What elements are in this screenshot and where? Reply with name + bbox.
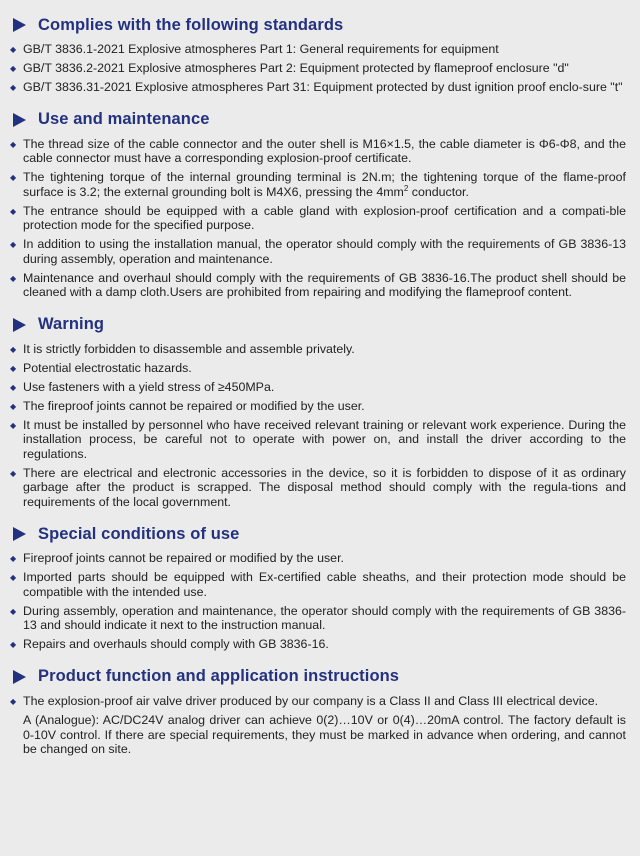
triangle-icon — [13, 18, 26, 32]
section-title: Complies with the following standards — [38, 15, 344, 34]
standards-list — [9, 42, 626, 95]
section-heading — [9, 314, 626, 336]
section-title: Special conditions of use — [38, 524, 240, 543]
section-title: Warning — [38, 315, 105, 333]
diamond-bullet-icon: ◆ — [10, 606, 17, 616]
list-item: ◆ It is strictly forbidden to disassemble and assemble privately. — [10, 341, 355, 356]
analogue-paragraph: A (Analogue): AC/DC24V analog driver can achieve 0(2)…10V or 0(4)…20mA control. The factory default is 0-10V control. If there are special requirements, they must be marked in advance when ordering, and cannot be changed on site. — [23, 713, 626, 756]
list-item: ◆ Use fasteners with a yield stress of ≥450MPa. — [10, 379, 275, 394]
list-item: ◆ Potential electrostatic hazards. — [10, 360, 192, 375]
diamond-bullet-icon: ◆ — [10, 83, 17, 92]
diamond-bullet-icon: ◆ — [10, 401, 17, 411]
list-item: ◆ Fireproof joints cannot be repaired or modified by the user. — [10, 551, 344, 565]
warning-list — [9, 342, 626, 510]
list-item: ◆ The entrance should be equipped with a cable gland with explosion-proof certification and a compati-ble protection mode for the specified purpose. — [10, 203, 626, 232]
list-item: ◆ There are electrical and electronic accessories in the device, so it is forbidden to dispose of it as ordinary garbage after the product is scrapped. The disposal method should comply with the regula-tions and requirements of the local government. — [10, 465, 626, 509]
section-title: Use and maintenance — [38, 110, 210, 128]
list-item: ◆ GB/T 3836.31-2021 Explosive atmospheres Part 31: Equipment protected by dust ignition proof enclo-sure "t" — [10, 80, 623, 94]
list-item: ◆ The explosion-proof air valve driver produced by our company is a Class II and Class III electrical device. — [10, 693, 599, 708]
diamond-bullet-icon: ◆ — [10, 363, 17, 373]
diamond-bullet-icon: ◆ — [10, 173, 17, 182]
diamond-bullet-icon: ◆ — [10, 554, 17, 563]
list-item: ◆ In addition to using the installation manual, the operator should comply with the requirements of GB 3836-13 during assembly, operation and maintenance. — [10, 237, 626, 266]
list-item: ◆ During assembly, operation and maintenance, the operator should comply with the requirements of GB 3836-13 and should indicate it next to the instruction manual. — [10, 603, 626, 632]
diamond-bullet-icon: ◆ — [10, 640, 17, 649]
use-maintenance-list — [9, 137, 626, 300]
section-heading — [9, 666, 626, 688]
list-item: ◆ Maintenance and overhaul should comply with the requirements of GB 3836-16.The product shell should be cleaned with a damp cloth.Users are prohibited from repairing and modifying the flameproof content. — [10, 270, 626, 299]
section-use-maintenance — [9, 109, 626, 300]
triangle-icon — [13, 527, 26, 541]
diamond-bullet-icon: ◆ — [10, 45, 17, 54]
section-heading — [9, 14, 626, 36]
section-standards — [9, 14, 626, 95]
list-item: ◆ Repairs and overhauls should comply with GB 3836-16. — [10, 637, 329, 651]
diamond-bullet-icon: ◆ — [10, 420, 17, 430]
section-heading — [9, 523, 626, 545]
list-item: ◆ It must be installed by personnel who have received relevant training or relevant work experience. During the installation process, be careful not to operate with power on, and install the driver according to the regulations. — [10, 417, 626, 461]
diamond-bullet-icon: ◆ — [10, 344, 17, 354]
triangle-icon — [13, 318, 26, 332]
diamond-bullet-icon: ◆ — [10, 64, 17, 73]
diamond-bullet-icon: ◆ — [10, 240, 17, 249]
special-conditions-list — [9, 551, 626, 652]
list-item: ◆ The tightening torque of the internal grounding terminal is 2N.m; the tightening torque of the flame-proof surface is 3.2; the external grounding bolt is M4X6, pressing the $4mm^2$ conductor. — [10, 170, 626, 199]
triangle-icon — [13, 670, 26, 684]
section-warning — [9, 314, 626, 510]
diamond-bullet-icon: ◆ — [10, 696, 17, 706]
section-title: Product function and application instructions — [38, 667, 400, 685]
section-heading — [9, 109, 626, 131]
diamond-bullet-icon: ◆ — [10, 382, 17, 392]
product-function-list — [9, 694, 626, 709]
section-special-conditions — [9, 523, 626, 652]
list-item: ◆ GB/T 3836.1-2021 Explosive atmospheres Part 1: General requirements for equipment — [10, 42, 499, 56]
section-product-function — [9, 666, 626, 757]
diamond-bullet-icon: ◆ — [10, 573, 17, 582]
triangle-icon — [13, 113, 26, 127]
diamond-bullet-icon: ◆ — [10, 206, 17, 216]
diamond-bullet-icon: ◆ — [10, 468, 17, 478]
list-item: ◆ The thread size of the cable connector and the outer shell is M16×1.5, the cable diameter is Φ6-Φ8, and the cable connector must have a corresponding explosion-proof certificate. — [10, 136, 626, 165]
list-item: ◆ Imported parts should be equipped with Ex-certified cable sheaths, and their protection mode should be compatible with the intended use. — [10, 570, 626, 599]
diamond-bullet-icon: ◆ — [10, 139, 17, 149]
list-item: ◆ GB/T 3836.2-2021 Explosive atmospheres Part 2: Equipment protected by flameproof enclosure "d" — [10, 61, 569, 75]
diamond-bullet-icon: ◆ — [10, 273, 17, 283]
list-item: ◆ The fireproof joints cannot be repaired or modified by the user. — [10, 398, 365, 413]
